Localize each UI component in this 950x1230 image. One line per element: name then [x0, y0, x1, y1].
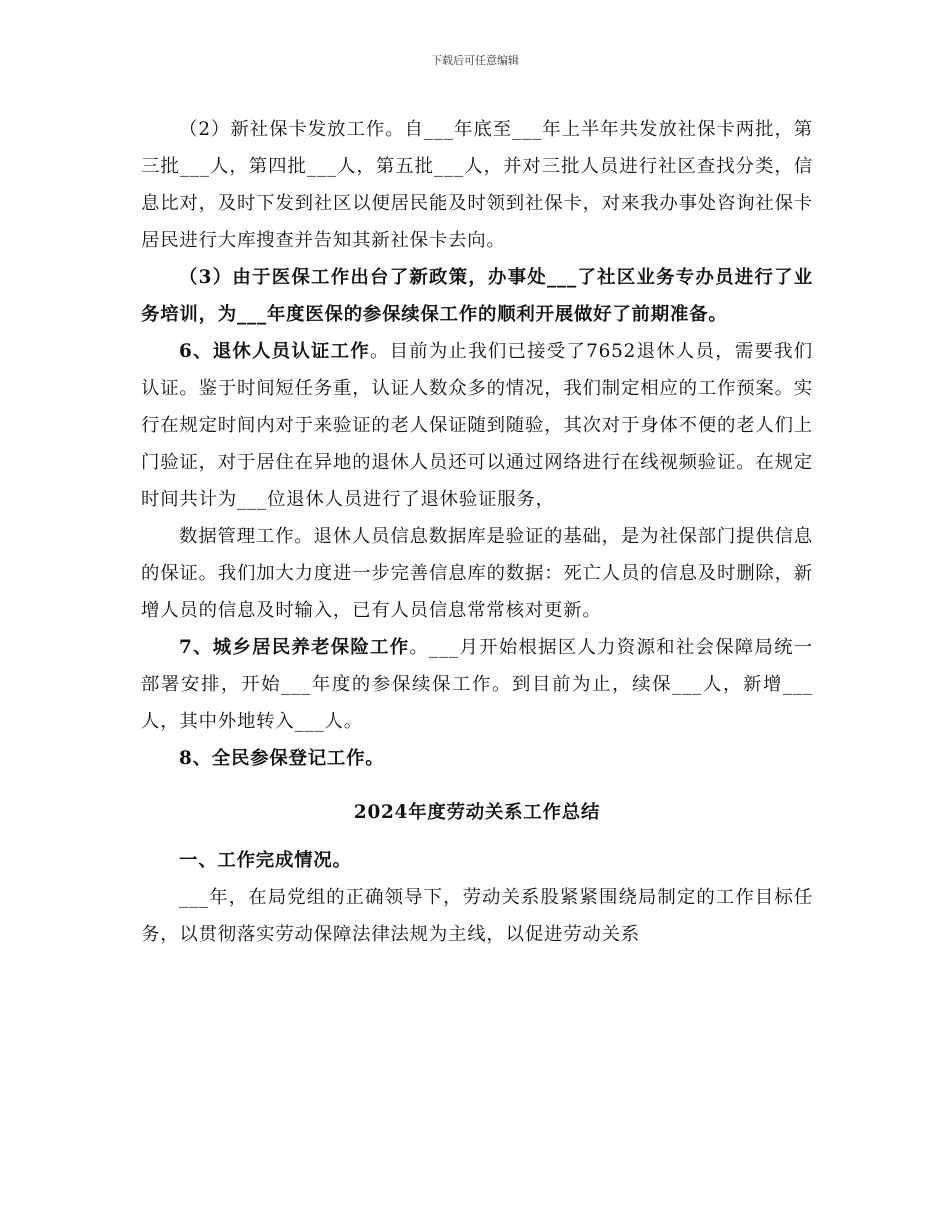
paragraph-summary-intro: ___年，在局党组的正确领导下，劳动关系股紧紧围绕局制定的工作目标任务，以贯彻落实劳动保障法律法规为主线，以促进劳动关系	[141, 887, 813, 945]
section-heading: 一、工作完成情况。	[179, 850, 352, 871]
document-title: 2024年度劳动关系工作总结	[353, 802, 601, 823]
retiree-certification-lead: 6、退休人员认证工作	[179, 341, 370, 362]
paragraph-data-management: 数据管理工作。退休人员信息数据库是验证的基础，是为社保部门提供信息的保证。我们加大力度进一步完善信息库的数据：死亡人员的信息及时删除，新增人员的信息及时输入，已有人员信息常常核对更新。	[141, 526, 813, 621]
paragraph-social-card: （2）新社保卡发放工作。自___年底至___年上半年共发放社保卡两批，第三批___人，第四批___人，第五批___人，并对三批人员进行社区查找分类，信息比对，及时下发到社区以便居民能及时领到社保卡，对来我办事处咨询社保卡居民进行大库搜查并告知其新社保卡去向。	[141, 119, 813, 251]
paragraph-retiree-certification	[141, 333, 813, 518]
pension-insurance-text: 。___月开始根据区人力资源和社会保障局统一部署安排，开始___年度的参保续保工作。到目前为止，续保___人，新增___人，其中外地转入___人。	[141, 637, 814, 732]
paragraph-medical-insurance: （3）由于医保工作出台了新政策，办事处___了社区业务专办员进行了业务培训，为___年度医保的参保续保工作的顺利开展做好了前期准备。	[141, 267, 813, 325]
pension-insurance-lead: 7、城乡居民养老保险工作	[179, 637, 410, 658]
page-header: 下载后可任意编辑	[431, 54, 519, 67]
retiree-certification-text: 。目前为止我们已接受了7652退休人员，需要我们认证。鉴于时间短任务重，认证人数众多的情况，我们制定相应的工作预案。实行在规定时间内对于来验证的老人保证随到随验，其次对于身体不便的老人们上门验证，对于居住在异地的退休人员还可以通过网络进行在线视频验证。在规定时间共计为___位退休人员进行了退休验证服务，	[141, 341, 813, 510]
document-body	[141, 111, 813, 953]
paragraph-pension-insurance	[141, 629, 813, 740]
paragraph-universal-registration: 8、全民参保登记工作。	[179, 748, 385, 769]
